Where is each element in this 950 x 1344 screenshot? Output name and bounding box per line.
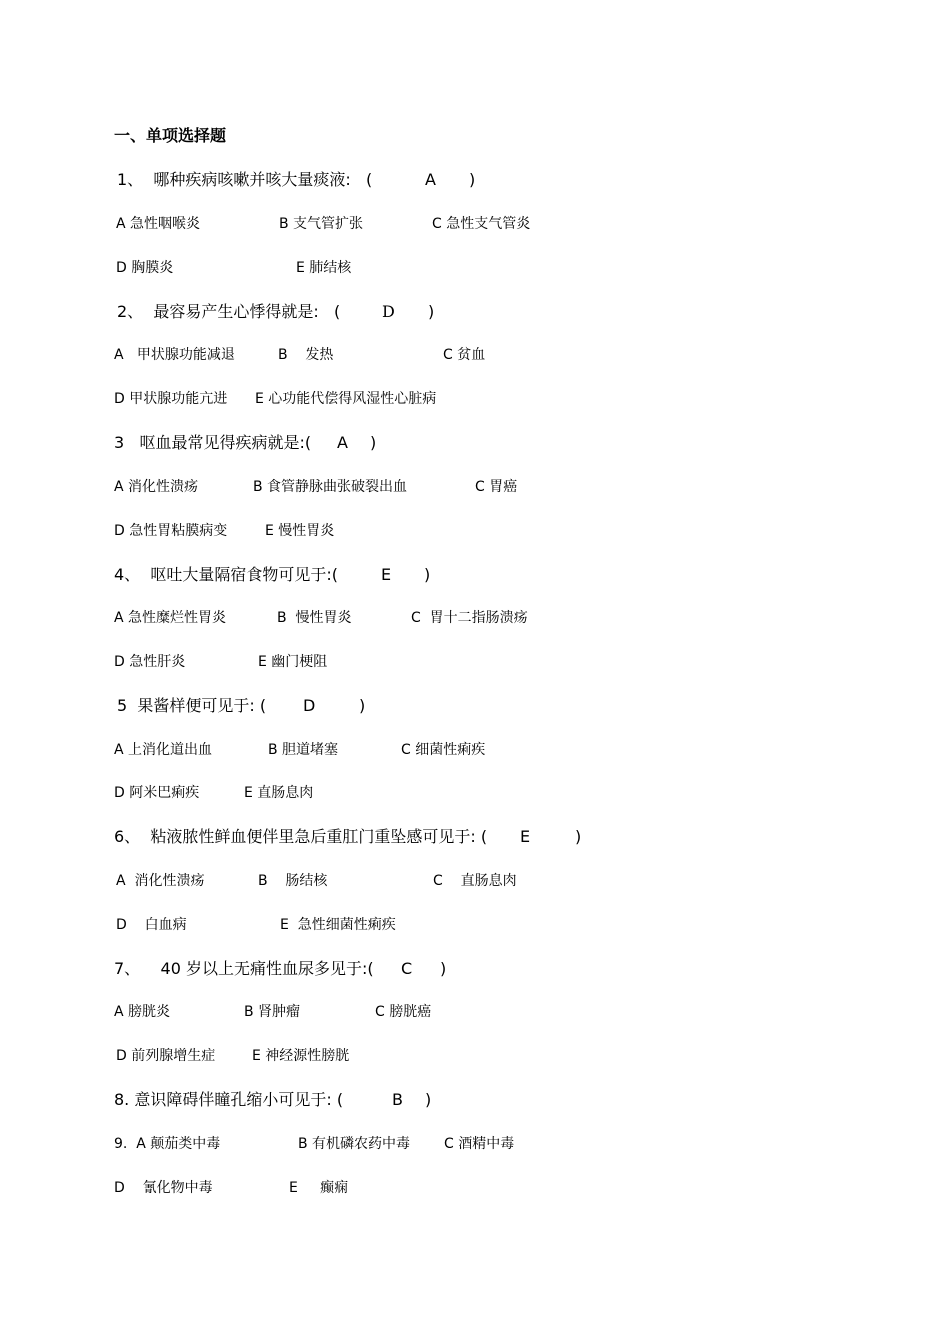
option-e: E 直肠息肉	[244, 785, 314, 801]
option-e: E 心功能代偿得风湿性心脏病	[255, 391, 437, 407]
question-stem: 6、 粘液脓性鲜血便伴里急后重肛门重坠感可见于: (	[114, 827, 488, 846]
option-b: B 胆道堵塞	[268, 742, 339, 758]
option-d: D 胸膜炎	[116, 260, 174, 276]
question-stem: 3 呕血最常见得疾病就是:(	[114, 433, 312, 452]
question-stem: 1、 哪种疾病咳嗽并咳大量痰液: (	[117, 170, 373, 189]
option-a: 9. A 颠茄类中毒	[114, 1136, 221, 1152]
option-a: A 消化性溃疡	[114, 479, 199, 495]
answer-letter: E	[381, 565, 392, 584]
option-d: D 急性肝炎	[114, 654, 186, 670]
option-a: A 急性糜烂性胃炎	[114, 610, 227, 626]
option-d: D 甲状腺功能亢进	[114, 391, 228, 407]
option-a: A 膀胱炎	[114, 1004, 171, 1020]
answer-close-paren: )	[575, 827, 582, 846]
option-c: C 膀胱癌	[375, 1004, 432, 1020]
option-b: B 慢性胃炎	[277, 610, 352, 626]
answer-letter: D	[303, 696, 316, 715]
option-b: B 肾肿瘤	[244, 1004, 301, 1020]
answer-close-paren: )	[425, 1090, 432, 1109]
answer-letter: D	[382, 302, 395, 321]
option-a: A 消化性溃疡	[116, 873, 205, 889]
option-a: A 急性咽喉炎	[116, 216, 201, 232]
question-stem: 5 果酱样便可见于: (	[117, 696, 267, 715]
option-c: C 直肠息肉	[433, 873, 517, 889]
option-b: B 肠结核	[258, 873, 328, 889]
answer-close-paren: )	[424, 565, 431, 584]
option-a: A 上消化道出血	[114, 742, 213, 758]
option-d: D 阿米巴痢疾	[114, 785, 200, 801]
question-stem: 7、 40 岁以上无痛性血尿多见于:(	[114, 959, 374, 978]
option-c: C 胃癌	[475, 479, 518, 495]
option-b: B 支气管扩张	[279, 216, 364, 232]
option-c: C 细菌性痢疾	[401, 742, 486, 758]
answer-letter: A	[425, 170, 436, 189]
option-e: E 神经源性膀胱	[252, 1048, 350, 1064]
answer-close-paren: )	[428, 302, 435, 321]
section-title: 一、单项选择题	[114, 126, 227, 145]
option-e: E 癫痫	[289, 1180, 349, 1196]
option-d: D 急性胃粘膜病变	[114, 523, 228, 539]
question-stem: 4、 呕吐大量隔宿食物可见于:(	[114, 565, 338, 584]
option-c: C 胃十二指肠溃疡	[411, 610, 528, 626]
option-c: C 贫血	[443, 347, 486, 363]
option-d: D 氰化物中毒	[114, 1180, 213, 1196]
option-a: A 甲状腺功能减退	[114, 347, 235, 363]
answer-letter: A	[337, 433, 348, 452]
option-c: C 酒精中毒	[444, 1136, 515, 1152]
option-b: B 食管静脉曲张破裂出血	[253, 479, 408, 495]
answer-close-paren: )	[370, 433, 377, 452]
answer-close-paren: )	[469, 170, 476, 189]
option-e: E 幽门梗阻	[258, 654, 328, 670]
option-e: E 肺结核	[296, 260, 352, 276]
answer-letter: E	[520, 827, 531, 846]
answer-close-paren: )	[440, 959, 447, 978]
option-d: D 前列腺增生症	[116, 1048, 216, 1064]
option-c: C 急性支气管炎	[432, 216, 531, 232]
question-stem: 8. 意识障碍伴瞳孔缩小可见于: (	[114, 1090, 344, 1109]
option-d: D 白血病	[116, 917, 187, 933]
option-b: B 发热	[278, 347, 334, 363]
answer-close-paren: )	[359, 696, 366, 715]
option-b: B 有机磷农药中毒	[298, 1136, 411, 1152]
answer-letter: B	[392, 1090, 403, 1109]
option-e: E 慢性胃炎	[265, 523, 335, 539]
option-e: E 急性细菌性痢疾	[280, 917, 396, 933]
answer-letter: C	[401, 959, 413, 978]
question-stem: 2、 最容易产生心悸得就是: (	[117, 302, 341, 321]
